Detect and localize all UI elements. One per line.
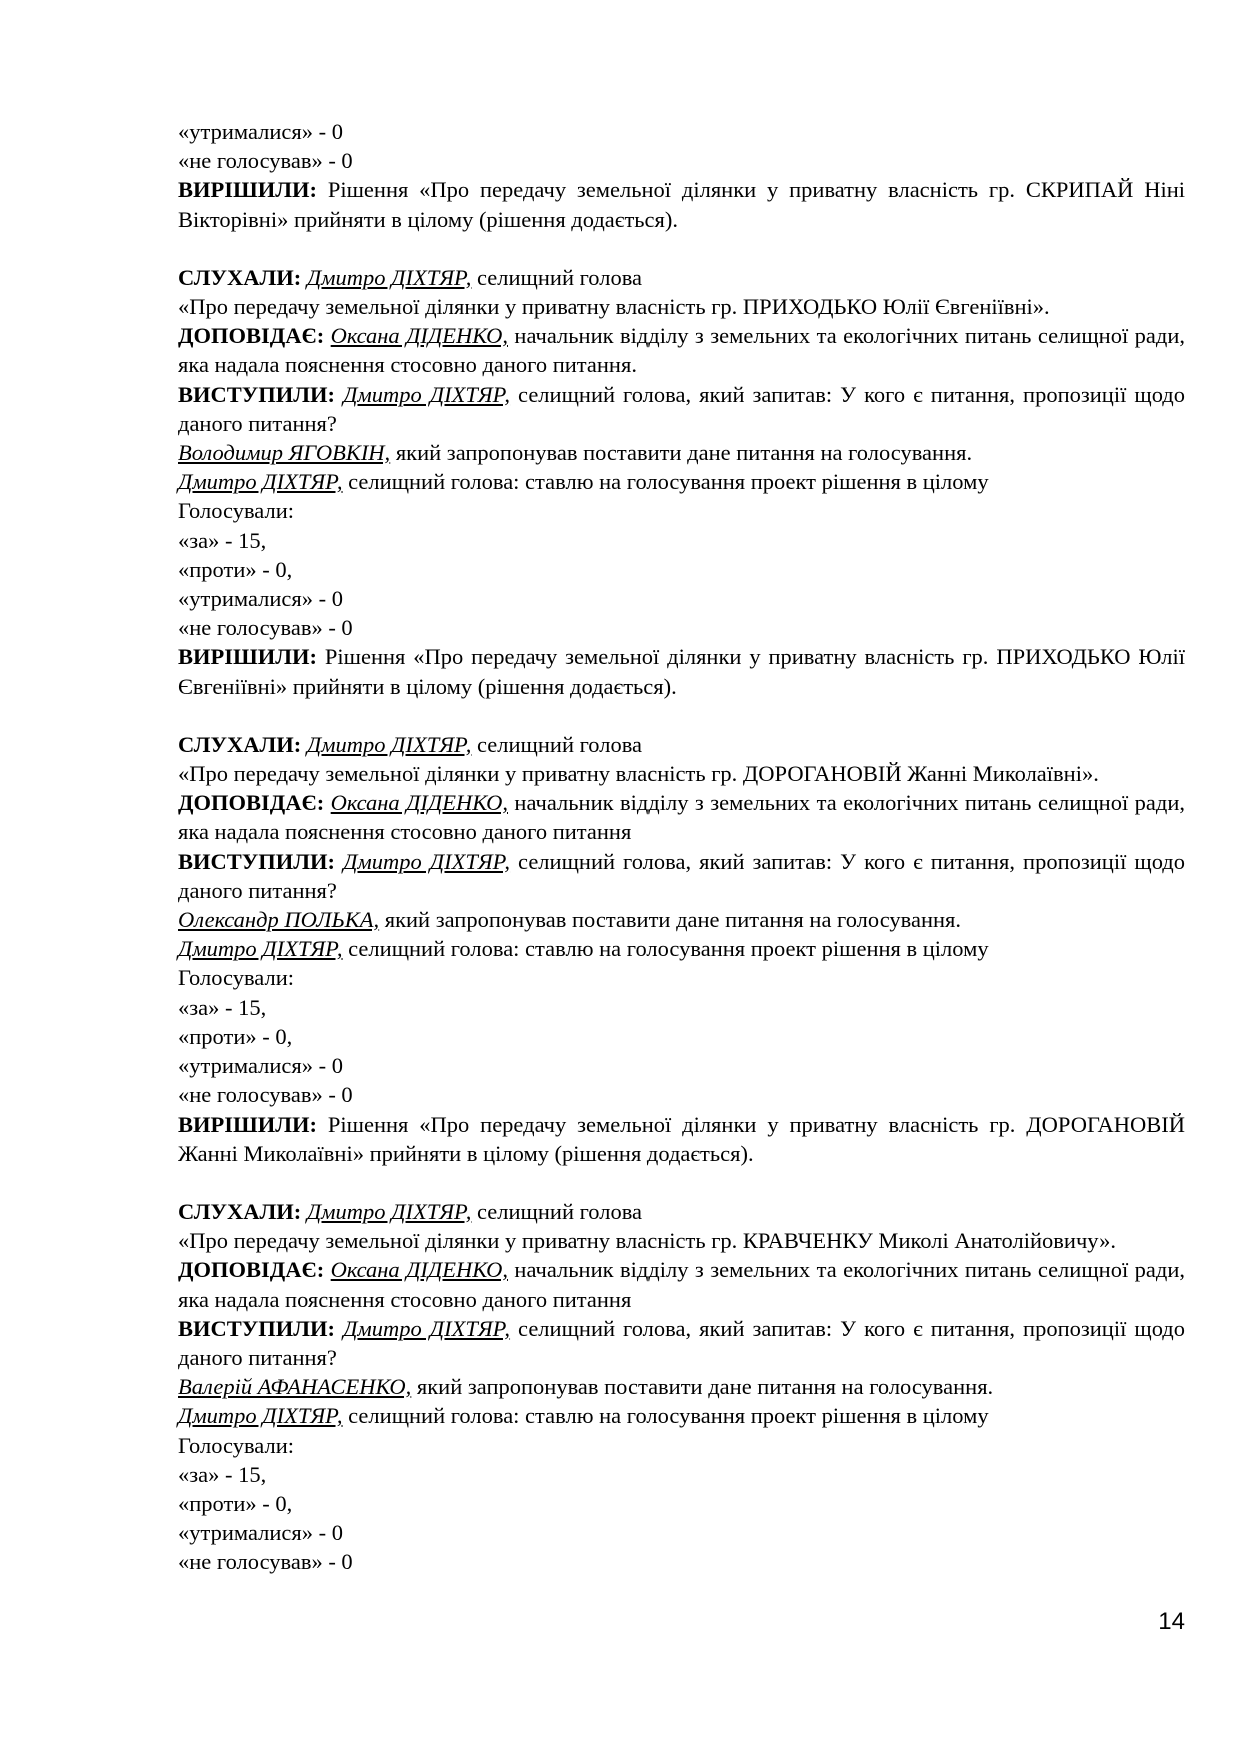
- voted-label: Голосували:: [178, 965, 294, 991]
- chair-text: селищний голова: ставлю на голосування проект рішення в цілому: [342, 1403, 989, 1429]
- proposer-line: [178, 1372, 1185, 1401]
- decision-text: Рішення «Про передачу земельної ділянки у приватну власність гр. ПРИХОДЬКО Юлії Євгеніївні» прийняти в цілому (рішення додається).: [178, 644, 1185, 699]
- reports-text: начальник відділу з земельних та екологічних питань селищної ради, яка надала пояснення стосовно даного питання: [178, 790, 1185, 845]
- proposer-line: [178, 438, 1185, 467]
- topic-title: «Про передачу земельної ділянки у приватну власність гр. ПРИХОДЬКО Юлії Євгеніївні».: [178, 294, 1050, 320]
- heard-line: [178, 263, 1185, 292]
- spacer: [178, 1168, 1185, 1197]
- proposer-name: Олександр ПОЛЬКА,: [178, 907, 380, 933]
- decision-paragraph: [178, 642, 1185, 700]
- spoke-text: селищний голова, який запитав: У кого є питання, пропозиції щодо даного питання?: [178, 381, 1186, 436]
- reports-paragraph: [178, 321, 1185, 379]
- against-count: «проти» - 0,: [178, 556, 293, 582]
- chair-line: [178, 1401, 1185, 1430]
- for-count: «за» - 15,: [178, 1461, 267, 1487]
- reporter-name: Оксана ДІДЕНКО,: [330, 1257, 508, 1283]
- proposer-text: який запропонував поставити дане питання на голосування.: [379, 907, 962, 933]
- agenda-item: [178, 730, 1185, 1168]
- chair-name: Дмитро ДІХТЯР,: [178, 936, 343, 962]
- chair-name: Дмитро ДІХТЯР,: [343, 1315, 511, 1341]
- proposer-text: який запропонував поставити дане питання на голосування.: [390, 440, 973, 466]
- spoke-label: ВИСТУПИЛИ:: [178, 381, 336, 407]
- chair-text: селищний голова: ставлю на голосування проект рішення в цілому: [342, 469, 989, 495]
- for-count: «за» - 15,: [178, 994, 267, 1020]
- decision-text: Рішення «Про передачу земельної ділянки у приватну власність гр. СКРИПАЙ Ніні Вікторівні» прийняти в цілому (рішення додається).: [178, 177, 1185, 232]
- speaker-role: селищний голова: [471, 731, 643, 757]
- agenda-item: [178, 263, 1185, 701]
- reports-label: ДОПОВІДАЄ:: [178, 790, 325, 816]
- speaker-name: Дмитро ДІХТЯР,: [306, 264, 472, 290]
- spoke-text: селищний голова, який запитав: У кого є питання, пропозиції щодо даного питання?: [178, 848, 1186, 903]
- spoke-label: ВИСТУПИЛИ:: [178, 848, 336, 874]
- reports-label: ДОПОВІДАЄ:: [178, 1257, 325, 1283]
- heard-label: СЛУХАЛИ:: [178, 1198, 302, 1224]
- reports-paragraph: [178, 788, 1185, 846]
- speaker-name: Дмитро ДІХТЯР,: [306, 1198, 472, 1224]
- reports-text: начальник відділу з земельних та екологічних питань селищної ради, яка надала пояснення стосовно даного питання: [178, 1257, 1185, 1312]
- heard-line: [178, 1197, 1185, 1226]
- decision-paragraph: [178, 175, 1185, 233]
- reports-paragraph: [178, 1255, 1185, 1313]
- reports-text: начальник відділу з земельних та екологічних питань селищної ради, яка надала пояснення стосовно даного питання.: [178, 323, 1185, 378]
- decided-label: ВИРІШИЛИ:: [178, 1111, 317, 1137]
- chair-name: Дмитро ДІХТЯР,: [178, 469, 343, 495]
- topic-title: «Про передачу земельної ділянки у приватну власність гр. ДОРОГАНОВІЙ Жанні Миколаївні».: [178, 761, 1099, 787]
- heard-label: СЛУХАЛИ:: [178, 731, 302, 757]
- spoke-paragraph: [178, 380, 1185, 438]
- decided-label: ВИРІШИЛИ:: [178, 644, 317, 670]
- reporter-name: Оксана ДІДЕНКО,: [330, 323, 508, 349]
- against-count: «проти» - 0,: [178, 1023, 293, 1049]
- chair-line: [178, 467, 1185, 496]
- not-voted-count: «не голосував» - 0: [178, 615, 353, 641]
- voted-label: Голосували:: [178, 1432, 294, 1458]
- abstained-count: «утрималися» - 0: [178, 586, 344, 612]
- spoke-paragraph: [178, 1314, 1185, 1372]
- chair-text: селищний голова: ставлю на голосування проект рішення в цілому: [342, 936, 989, 962]
- abstained-count: «утрималися» - 0: [178, 1053, 344, 1079]
- proposer-name: Володимир ЯГОВКІН,: [178, 440, 391, 466]
- topic-title: «Про передачу земельної ділянки у приватну власність гр. КРАВЧЕНКУ Миколі Анатолійовичу».: [178, 1228, 1116, 1254]
- chair-name: Дмитро ДІХТЯР,: [343, 848, 511, 874]
- not-voted-count: «не голосував» - 0: [178, 148, 353, 174]
- proposer-name: Валерій АФАНАСЕНКО,: [178, 1374, 412, 1400]
- spacer: [178, 234, 1185, 263]
- spoke-text: селищний голова, який запитав: У кого є питання, пропозиції щодо даного питання?: [178, 1315, 1186, 1370]
- against-count: «проти» - 0,: [178, 1490, 293, 1516]
- decided-label: ВИРІШИЛИ:: [178, 177, 317, 203]
- heard-label: СЛУХАЛИ:: [178, 264, 302, 290]
- not-voted-count: «не голосував» - 0: [178, 1549, 353, 1575]
- heard-line: [178, 730, 1185, 759]
- speaker-role: селищний голова: [471, 1198, 643, 1224]
- spoke-label: ВИСТУПИЛИ:: [178, 1315, 336, 1341]
- abstained-count: «утрималися» - 0: [178, 1520, 344, 1546]
- chair-name: Дмитро ДІХТЯР,: [178, 1403, 343, 1429]
- chair-line: [178, 934, 1185, 963]
- voted-label: Голосували:: [178, 498, 294, 524]
- document-body: [178, 117, 1185, 1577]
- page-number: 14: [1158, 1608, 1185, 1635]
- agenda-item: [178, 1197, 1185, 1577]
- not-voted-count: «не голосував» - 0: [178, 1082, 353, 1108]
- reporter-name: Оксана ДІДЕНКО,: [330, 790, 508, 816]
- reports-label: ДОПОВІДАЄ:: [178, 323, 325, 349]
- decision-text: Рішення «Про передачу земельної ділянки у приватну власність гр. ДОРОГАНОВІЙ Жанні Миколаївні» прийняти в цілому (рішення додається).: [178, 1111, 1185, 1166]
- proposer-text: який запропонував поставити дане питання на голосування.: [411, 1374, 994, 1400]
- chair-name: Дмитро ДІХТЯР,: [343, 381, 511, 407]
- spoke-paragraph: [178, 847, 1185, 905]
- spacer: [178, 701, 1185, 730]
- proposer-line: [178, 905, 1185, 934]
- speaker-name: Дмитро ДІХТЯР,: [306, 731, 472, 757]
- decision-paragraph: [178, 1110, 1185, 1168]
- for-count: «за» - 15,: [178, 527, 267, 553]
- abstained-count: «утрималися» - 0: [178, 119, 344, 144]
- speaker-role: селищний голова: [471, 264, 643, 290]
